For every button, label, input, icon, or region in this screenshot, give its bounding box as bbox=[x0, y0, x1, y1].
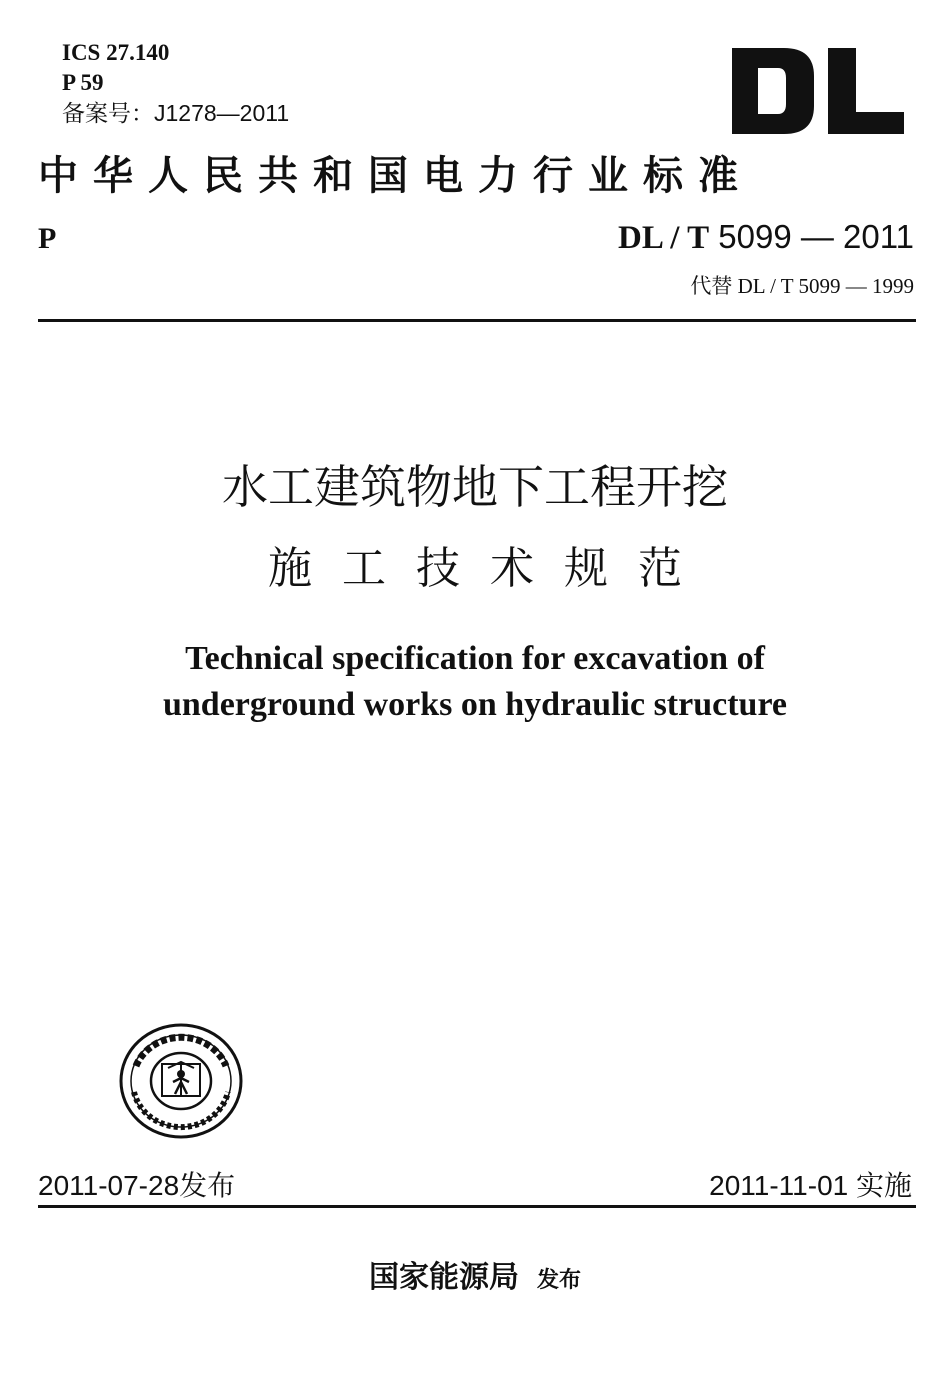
classification-letter: P bbox=[38, 222, 57, 255]
title-english-line-2: underground works on hydraulic structure bbox=[162, 686, 788, 723]
dl-logo bbox=[732, 48, 904, 134]
issue-date: 2011-07-28发布 bbox=[38, 1170, 236, 1201]
top-divider bbox=[38, 319, 916, 322]
ics-code: ICS 27.140 bbox=[62, 40, 170, 65]
implementation-date: 2011-11-01 实施 bbox=[709, 1170, 912, 1201]
title-chinese-line-1: 水工建筑物地下工程开挖 bbox=[222, 460, 728, 514]
issuer bbox=[0, 1252, 950, 1296]
class-code: P 59 bbox=[62, 70, 104, 95]
bottom-divider bbox=[38, 1205, 916, 1208]
replaces-standard: 代替 DL / T 5099 — 1999 bbox=[690, 274, 914, 298]
title-english-line-1: Technical specification for excavation of bbox=[185, 640, 765, 677]
industry-standard-title: 中华人民共和国电力行业标准 bbox=[38, 152, 753, 199]
record-number: 备案号：J1278—2011 bbox=[62, 100, 290, 126]
issuer-suffix: 发布 bbox=[536, 1268, 581, 1293]
publisher-seal bbox=[118, 1022, 244, 1140]
standard-prefix: DL / T bbox=[618, 220, 710, 256]
title-english bbox=[0, 636, 950, 728]
standard-number-value: 5099 — 2011 bbox=[718, 218, 914, 255]
standard-codes bbox=[62, 38, 289, 128]
title-chinese-line-2: 施工技术规范 bbox=[268, 543, 712, 594]
standard-number bbox=[618, 218, 914, 257]
issuer-name: 国家能源局 bbox=[368, 1260, 519, 1295]
